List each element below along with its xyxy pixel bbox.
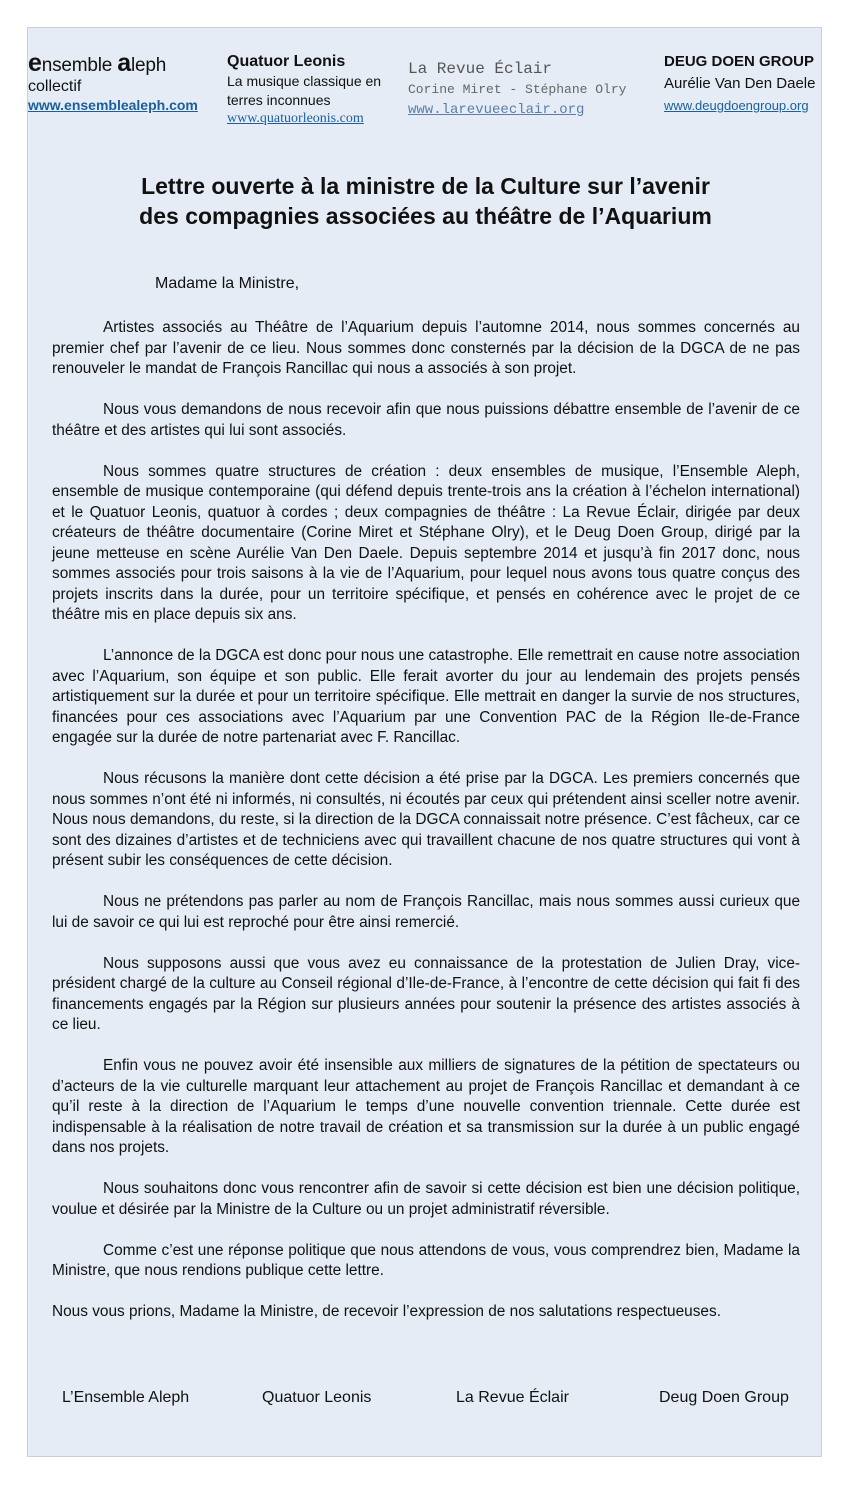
quatuor-leonis-url-link[interactable]: www.quatuorleonis.com — [227, 111, 364, 126]
signature-quatuor-leonis: Quatuor Leonis — [262, 1389, 372, 1406]
revue-eclair-directors: Corine Miret - Stéphane Olry — [408, 82, 627, 97]
ensemble-aleph-subtitle: collectif — [28, 78, 82, 95]
header-ensemble-aleph — [28, 49, 218, 114]
paragraph: L’annonce de la DGCA est donc pour nous une catastrophe. Elle remettrait en cause notre association avec l’Aquarium, son équipe et son public. Elle ferait avorter du jour au lendemain des projets pensés artistiquement sur la durée et pour un territoire spécifique. Elle mettrait en danger la survie de nos structures, financées pour ces associations avec l’Aquarium par une Convention PAC de la Région Ile-de-France engagée sur la durée de notre partenariat avec F. Rancillac. — [52, 647, 800, 746]
header-revue-eclair — [408, 58, 663, 120]
ensemble-aleph-url-link[interactable]: www.ensemblealeph.com — [28, 97, 198, 113]
salutation: Madame la Ministre, — [155, 275, 300, 292]
deug-doen-group-name: DEUG DOEN GROUP — [664, 53, 815, 70]
revue-eclair-name: La Revue Éclair — [408, 60, 553, 78]
deug-doen-group-url-link[interactable]: www.deugdoengroup.org — [664, 98, 809, 113]
signature-deug-doen-group: Deug Doen Group — [659, 1389, 789, 1406]
letter-body — [52, 318, 800, 1343]
paragraph: Comme c’est une réponse politique que nous attendons de vous, vous comprendrez bien, Madame la Ministre, que nous rendions publique cette lettre. — [52, 1241, 800, 1279]
ensemble-aleph-logo: ensemble aleph — [28, 49, 167, 77]
header-deug-doen-group — [664, 52, 829, 116]
quatuor-leonis-name: Quatuor Leonis — [227, 53, 346, 70]
signature-ensemble-aleph: L’Ensemble Aleph — [62, 1389, 190, 1406]
closing-formula: Nous vous prions, Madame la Ministre, de recevoir l’expression de nos salutations respectueuses. — [52, 1303, 721, 1320]
letter-title-line2: des compagnies associées au théâtre de l’Aquarium — [139, 203, 712, 229]
paragraph: Nous ne prétendons pas parler au nom de François Rancillac, mais nous sommes aussi curieux que lui de savoir ce qui lui est reproché pour être ainsi remercié. — [52, 893, 800, 931]
paragraph: Nous supposons aussi que vous avez eu connaissance de la protestation de Julien Dray, vice-président chargé de la culture au Conseil régional d’Ile-de-France, à l’encontre de cette décision qui fait fi des financements engagés par la Région sur plusieurs années pour soutenir la présence des artistes associés à ce lieu. — [52, 954, 800, 1033]
paragraph: Nous récusons la manière dont cette décision a été prise par la DGCA. Les premiers concernés que nous sommes n’ont été ni informés, ni consultés, ni écoutés par ceux qui prétendent ainsi sceller notre avenir. Nous nous demandons, du reste, si la direction de la DGCA connaissait notre présence. C’est fâcheux, car ce sont des dizaines d’artistes et de techniciens avec qui travaillent chacune de nos quatre structures qui vont à présent subir les conséquences de cette décision. — [52, 770, 800, 869]
quatuor-leonis-tagline-line1: La musique classique en — [227, 73, 382, 89]
letter-page — [27, 27, 822, 1457]
revue-eclair-url-link[interactable]: www.larevueeclair.org — [408, 102, 585, 118]
deug-doen-group-director: Aurélie Van Den Daele — [664, 75, 816, 92]
paragraph: Enfin vous ne pouvez avoir été insensible aux milliers de signatures de la pétition de spectateurs ou d’acteurs de la vie culturelle marquant leur attachement au projet de François Rancillac et demandant à ce qu’il reste à la direction de l’Aquarium le temps d’une nouvelle convention triennale. Cette durée est indispensable à la réalisation de notre travail de création et sa transmission sur la durée à un public engagé dans nos projets. — [52, 1057, 800, 1156]
paragraph: Nous sommes quatre structures de création : deux ensembles de musique, l’Ensemble Aleph, ensemble de musique contemporaine (qui défend depuis trente-trois ans la création à l’échelon international) et le Quatuor Leonis, quatuor à cordes ; deux compagnies de théâtre : La Revue Éclair, dirigée par deux créateurs de théâtre documentaire (Corine Miret et Stéphane Olry), et le Deug Doen Group, dirigé par la jeune metteuse en scène Aurélie Van Den Daele. Depuis septembre 2014 et jusqu’à fin 2017 donc, nous sommes associés pour trois saisons à la vie de l’Aquarium, pour lequel nous avons tous quatre conçus des projets inscrits dans la durée, pour un territoire spécifique, et pensés en cohérence avec le projet de ce théâtre mis en place depuis six ans. — [52, 462, 800, 623]
quatuor-leonis-tagline-line2: terres inconnues — [227, 92, 331, 108]
paragraph: Nous souhaitons donc vous rencontrer afin de savoir si cette décision est bien une décision politique, voulue et désirée par la Ministre de la Culture ou un projet administratif réversible. — [52, 1180, 800, 1218]
letter-title-line1: Lettre ouverte à la ministre de la Culture sur l’avenir — [141, 173, 710, 199]
paragraph: Nous vous demandons de nous recevoir afin que nous puissions débattre ensemble de l’avenir de ce théâtre et des artistes qui lui sont associés. — [52, 401, 800, 439]
letter-title — [28, 171, 823, 231]
header-quatuor-leonis — [227, 52, 407, 128]
paragraph: Artistes associés au Théâtre de l’Aquarium depuis l’automne 2014, nous sommes concernés au premier chef par l’avenir de ce lieu. Nous sommes donc consternés par la décision de la DGCA de ne pas renouveler le mandat de François Rancillac qui nous a associés à son projet. — [52, 319, 800, 377]
signature-revue-eclair: La Revue Éclair — [456, 1389, 569, 1406]
